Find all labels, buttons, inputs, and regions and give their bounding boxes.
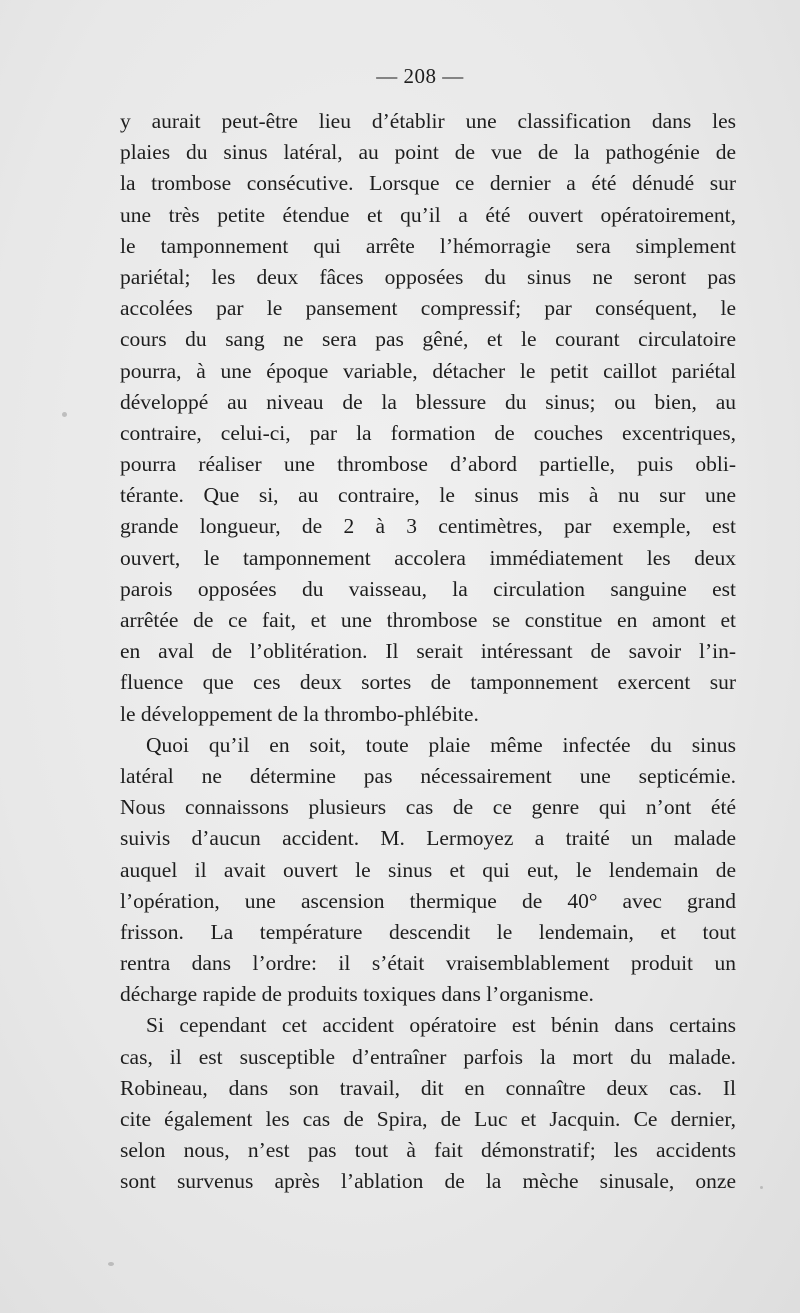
text-line: Robineau, dans son travail, dit en connaître deux cas. Il bbox=[120, 1075, 736, 1100]
text-line: selon nous, n’est pas tout à fait démonstratif; les accidents bbox=[120, 1138, 736, 1163]
text-line: sont survenus après l’ablation de la mèche sinusale, onze bbox=[120, 1169, 736, 1194]
text-line: fluence que ces deux sortes de tamponnement exercent sur bbox=[120, 670, 736, 695]
text-line: pariétal; les deux fâces opposées du sinus ne seront pas bbox=[120, 264, 736, 289]
text-line: pourra, à une époque variable, détacher le petit caillot pariétal bbox=[120, 358, 736, 383]
paper-speck bbox=[760, 1186, 763, 1189]
text-line: le tamponnement qui arrête l’hémorragie sera simplement bbox=[120, 233, 736, 258]
text-line: décharge rapide de produits toxiques dans l’organisme. bbox=[120, 982, 594, 1007]
page-number: — 208 — bbox=[376, 64, 464, 88]
text-line: cite également les cas de Spira, de Luc et Jacquin. Ce dernier, bbox=[120, 1107, 736, 1131]
text-line: une très petite étendue et qu’il a été ouvert opératoirement, bbox=[120, 202, 736, 227]
text-line: rentra dans l’ordre: il s’était vraisemblablement produit un bbox=[120, 951, 736, 976]
text-line: le développement de la thrombo-phlébite. bbox=[120, 701, 479, 726]
text-line: parois opposées du vaisseau, la circulation sanguine est bbox=[120, 576, 736, 601]
text-line: la trombose consécutive. Lorsque ce dernier a été dénudé sur bbox=[120, 171, 736, 196]
text-line: cas, il est susceptible d’entraîner parfois la mort du malade. bbox=[120, 1044, 736, 1069]
text-line: frisson. La température descendit le lendemain, et tout bbox=[120, 919, 736, 944]
text-line: accolées par le pansement compressif; par conséquent, le bbox=[120, 296, 736, 321]
text-line: latéral ne détermine pas nécessairement une septicémie. bbox=[120, 763, 736, 788]
text-line: Nous connaissons plusieurs cas de ce genre qui n’ont été bbox=[120, 795, 736, 820]
text-line: développé au niveau de la blessure du sinus; ou bien, au bbox=[120, 389, 736, 414]
text-line: pourra réaliser une thrombose d’abord partielle, puis obli- bbox=[120, 452, 736, 477]
text-line: suivis d’aucun accident. M. Lermoyez a traité un malade bbox=[120, 826, 736, 851]
text-line: contraire, celui-ci, par la formation de couches excentriques, bbox=[120, 420, 736, 445]
text-line: arrêtée de ce fait, et une thrombose se constitue en amont et bbox=[120, 608, 736, 632]
paper-speck bbox=[108, 1262, 114, 1266]
text-line: ouvert, le tamponnement accolera immédiatement les deux bbox=[120, 545, 736, 570]
paper-speck bbox=[62, 412, 67, 417]
text-line: grande longueur, de 2 à 3 centimètres, par exemple, est bbox=[120, 514, 736, 539]
text-line: l’opération, une ascension thermique de 40° avec grand bbox=[120, 888, 736, 913]
text-line: cours du sang ne sera pas gêné, et le courant circulatoire bbox=[120, 327, 736, 352]
text-line: en aval de l’oblitération. Il serait intéressant de savoir l’in- bbox=[120, 639, 736, 664]
body-text bbox=[120, 106, 736, 1198]
text-line: térante. Que si, au contraire, le sinus mis à nu sur une bbox=[120, 483, 736, 508]
text-line: plaies du sinus latéral, au point de vue de la pathogénie de bbox=[120, 140, 736, 165]
text-line: Si cependant cet accident opératoire est bénin dans certains bbox=[146, 1013, 736, 1038]
text-line: auquel il avait ouvert le sinus et qui eut, le lendemain de bbox=[120, 857, 736, 882]
text-line: y aurait peut-être lieu d’établir une classification dans les bbox=[120, 109, 736, 133]
text-line: Quoi qu’il en soit, toute plaie même infectée du sinus bbox=[146, 732, 736, 757]
